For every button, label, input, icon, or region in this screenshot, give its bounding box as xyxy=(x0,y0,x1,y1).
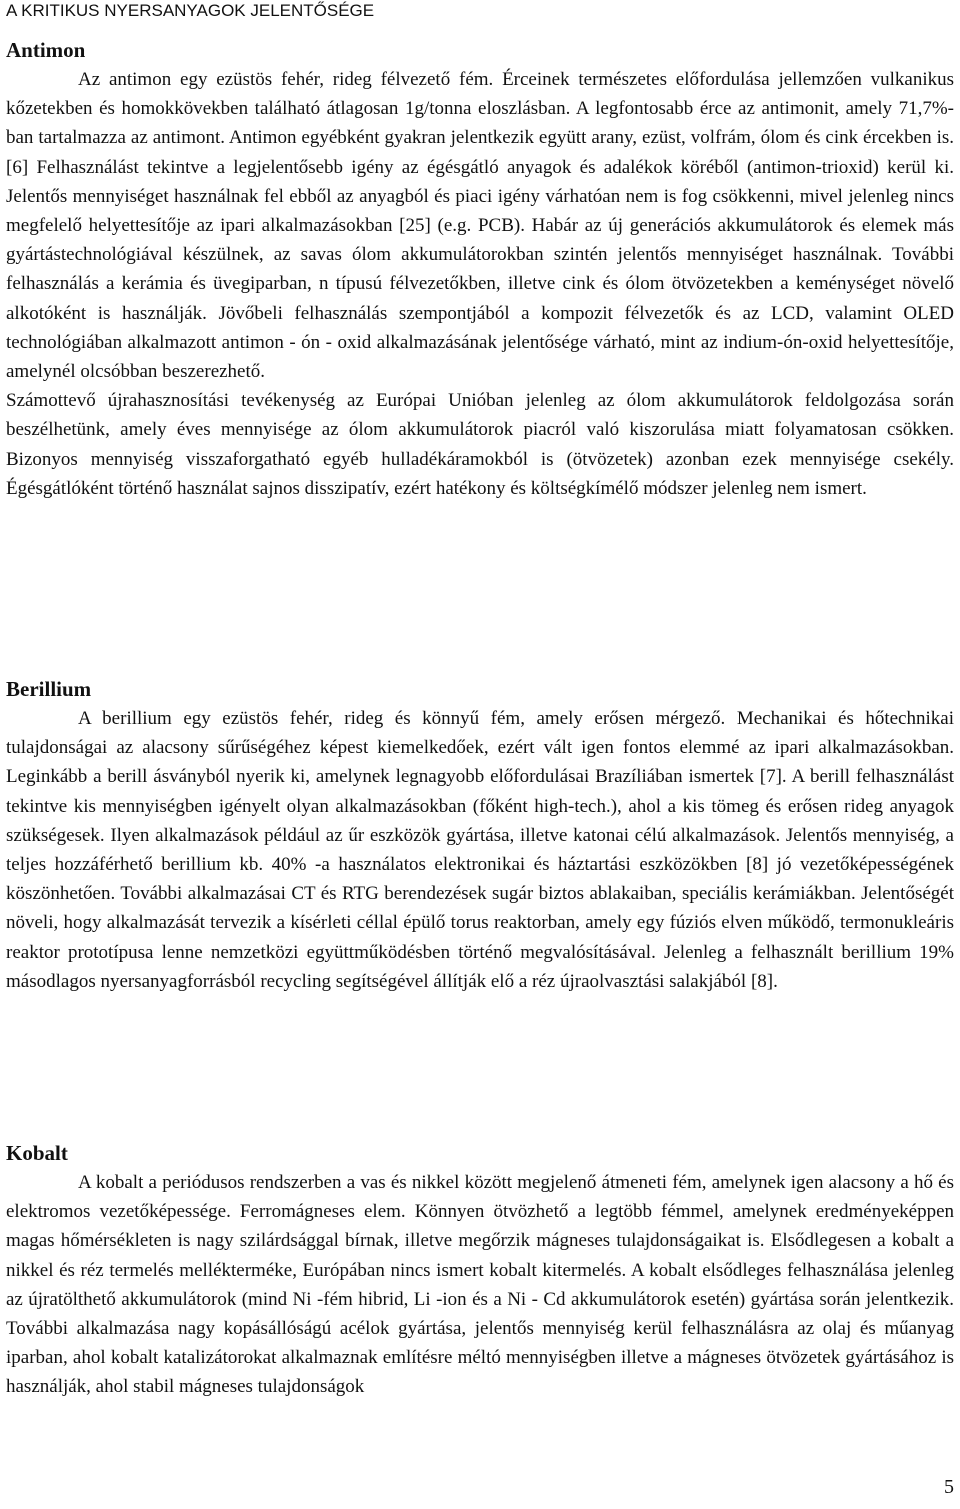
section-antimon xyxy=(6,36,954,503)
paragraph: A berillium egy ezüstös fehér, rideg és könnyű fém, amely erősen mérgező. Mechanikai és hőtechnikai tulajdonságai az alacsony sűrűségéhez képest kiemelkedőek, ezért vált igen fontos elemmé az ipari alkalmazásokban. Leginkább a berill ásványból nyerik ki, amelynek legnagyobb előfordulásai Brazíliában ismertek [7]. A berill felhasználást tekintve kis mennyiségben igényelt olyan alkalmazásokban (főként high-tech.), ahol a kis tömeg és erősen rideg anyagok szükségesek. Ilyen alkalmazások például az űr eszközök gyártása, illetve katonai célú alkalmazások. Jelentős mennyiség, a teljes hozzáférhető berillium kb. 40% -a használatos elektronikai és háztartási eszközökben [8] jó vezetőképességének köszönhetően. További alkalmazásai CT és RTG berendezések sugár biztos ablakaiban, speciális kerámiákban. Jelentőségét növeli, hogy alkalmazását tervezik a kísérleti céllal épülő torus reaktorban, amely egy fúziós elven működő, termonukleáris reaktor prototípusa lenne nemzetközi együttműködésben történő megvalósításával. Jelenleg a felhasznált berillium 19% másodlagos nyersanyagforrásból recycling segítségével állítják elő a réz újraolvasztási salakjából [8]. xyxy=(6,708,954,992)
paragraph: A kobalt a periódusos rendszerben a vas és nikkel között megjelenő átmeneti fém, amelynek igen alacsony a hő és elektromos vezetőképessége. Ferromágneses elem. Könnyen ötvözhető a legtöbb fémmel, amelynek eredményeképpen magas hőmérsékleten is nagy szilárdsággal bírnak, illetve megőrzik mágneses tulajdonságaikat is. Elsődlegesen a kobalt a nikkel és réz termelés mellékterméke, Európában nincs ismert kobalt kitermelés. A kobalt elsődleges felhasználása jelenleg az újratölthető akkumulátorok (mind Ni -fém hibrid, Li -ion és a Ni - Cd akkumulátorok esetén) gyártása során jelentkezik. További alkalmazása nagy kopásállóságú acélok gyártása, jelentős mennyiség kerül felhasználásra az olaj és műanyag iparban, ahol kobalt katalizátorokat alkalmaznak említésre méltó mennyiségben illetve a mágneses ötvözetek gyártásához is használják, ahol stabil mágneses tulajdonságok xyxy=(6,1172,954,1398)
section-title: Kobalt xyxy=(6,1141,68,1165)
section-berillium xyxy=(6,675,954,996)
running-header: A KRITIKUS NYERSANYAGOK JELENTŐSÉGE xyxy=(6,1,375,20)
page-number: 5 xyxy=(944,1476,954,1498)
section-kobalt xyxy=(6,1139,954,1402)
section-title: Antimon xyxy=(6,38,86,62)
section-title: Berillium xyxy=(6,677,92,701)
paragraph: Számottevő újrahasznosítási tevékenység az Európai Unióban jelenleg az ólom akkumulátorok feldolgozása során beszélhetünk, amely éves mennyisége az ólom akkumulátorok piacról való kiszorulása miatt folyamatosan csökken. Bizonyos mennyiség visszaforgatható egyéb hulladékáramokból is (ötvözetek) azonban ezek mennyisége csekély. Égésgátlóként történő használat sajnos disszipatív, ezért hatékony és költségkímélő módszer jelenleg nem ismert. xyxy=(6,390,954,499)
document-page xyxy=(6,0,954,1509)
paragraph: Az antimon egy ezüstös fehér, rideg félvezető fém. Érceinek természetes előfordulása jellemzően vulkanikus kőzetekben és homokkövekben található átlagosan 1g/tonna eloszlásban. A legfontosabb érce az antimonit, amely 71,7%-ban tartalmazza az antimont. Antimon egyébként gyakran jelentkezik együtt arany, ezüst, volfrám, ólom és cink ércekben is. [6] Felhasználást tekintve a legjelentősebb igény az égésgátló anyagok és adalékok köréből (antimon-trioxid) kerül ki. Jelentős mennyiséget használnak fel ebből az anyagból és piaci igény várhatóan nem is fog csökkenni, mivel jelenleg nincs megfelelő helyettesítője az ipari alkalmazásokban [25] (e.g. PCB). Habár az új generációs akkumulátorok és elemek más gyártástechnológiával készülnek, az savas ólom akkumulátorokban szintén jelentős mennyiséget használnak. További felhasználás a kerámia és üvegiparban, n típusú félvezetőkben, illetve cink és ólom ötvözetekben a keménységet növelő alkotóként is használják. Jövőbeli felhasználás szempontjából a kompozit félvezetők és az LCD, valamint OLED technológiában alkalmazott antimon - ón - oxid alkalmazásának jelentősége várható, mint az indium-ón-oxid helyettesítője, amelynél olcsóbban beszerezhető. xyxy=(6,69,954,383)
